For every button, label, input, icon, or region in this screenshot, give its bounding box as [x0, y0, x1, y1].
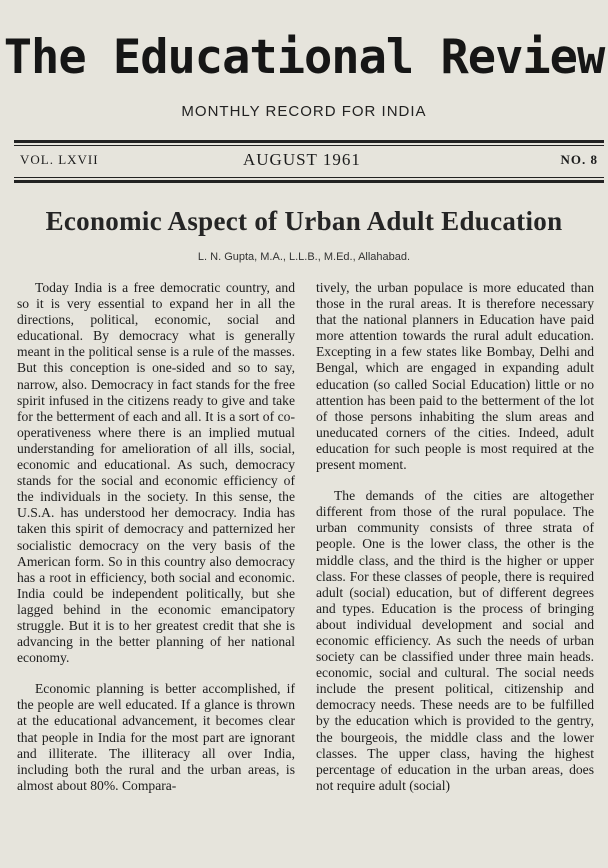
paragraph: The demands of the cities are altogether different from those of the rural populace. The urban community consists of three strata of people. One is the lower class, the other is the middle class, and the third is the higher or upper class. For these classes of people, there is required adult (social) education, but of different degrees and types. Education is the process of bringing about individual development and social and economic efficiency. As such the needs of urban society can be classified under three main heads. economic, social and cultural. The social needs include the present political, citizenship and democracy needs. These needs are to be fulfilled by the education which is provided to the gentry, the bourgeois, the middle class and the lower classes. The upper class, having the highest percentage of education in the urban areas, does not require adult (social): [316, 488, 594, 793]
paragraph: Today India is a free democratic country, and so it is very essential to expand her in all the directions, political, economic, social and educational. By democracy what is generally meant in the political sense is a rule of the masses. But this conception is one-sided and so to say, narrow, also. Democracy in fact stands for the free spirit infused in the citizens ready to give and take for the betterment of each and all. It is a sort of co-operativeness where there is an implied mutual understanding for amelioration of all ills, social, economic and educational. As such, democracy stands for the social and economic efficiency of the individuals in the society. In this sense, the U.S.A. has understood her democracy. India has taken this spirit of democracy and patternized her socialistic democracy on the very basis of the American form. So in this country also democracy has a root in efficiency, both social and economic. India could be independent politically, but she lagged behind in the economic emancipatory struggle. But it is to her greatest credit that she is advancing in the better planning of her national economy.: [17, 280, 295, 666]
volume-label: VOL. LXVII: [20, 152, 99, 167]
paragraph: Economic planning is better accomplished, if the people are well educated. If a glance is thrown at the educational advancement, it becomes clear that people in India for the most part are ignorant and illiterate. The illiteracy all over India, including both the rural and the urban areas, is almost about 80%. Compara-: [17, 681, 295, 793]
journal-title: The Educational Review: [3, 30, 605, 85]
issue-number: NO. 8: [560, 152, 598, 167]
issue-rule-thick: [14, 180, 604, 183]
masthead-rule-thin: [14, 145, 604, 146]
article-column-left: [17, 280, 295, 794]
issue-date: AUGUST 1961: [243, 150, 361, 169]
paragraph: tively, the urban populace is more educated than those in the rural areas. It is therefore necessary that the national planners in Education have paid more attention towards the rural adult education. Excepting in a few states like Bombay, Delhi and Bengal, which are engaged in expanding adult education (so called Social Education) little or no attention has been paid to the betterment of the lot of those persons inhabiting the slum areas and uneducated corners of the cities. Indeed, adult education for such people is most required at the present moment.: [316, 280, 594, 473]
masthead-rule-thick: [14, 140, 604, 143]
article-title: Economic Aspect of Urban Adult Education: [45, 206, 563, 236]
issue-info-row: [20, 150, 602, 172]
article-author: L. N. Gupta, M.A., L.L.B., M.Ed., Allahabad.: [197, 251, 411, 263]
journal-subtitle: MONTHLY RECORD FOR INDIA: [181, 103, 427, 120]
article-column-right: [316, 280, 594, 794]
issue-rule-thin: [14, 177, 604, 178]
